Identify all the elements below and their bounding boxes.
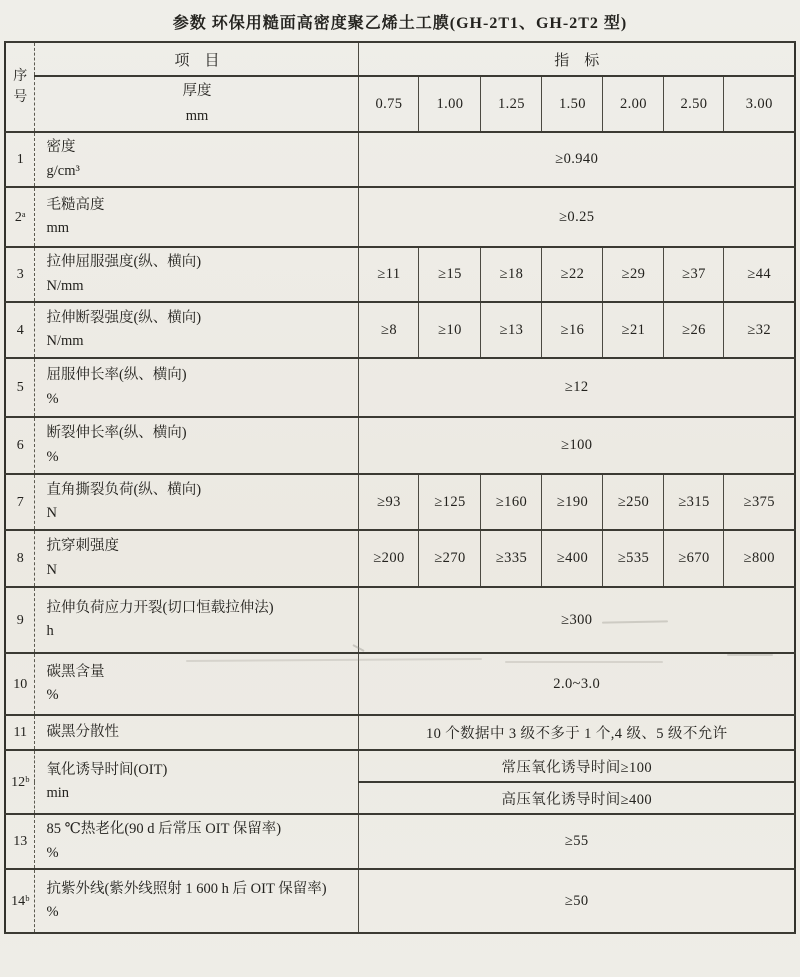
item-name: 抗穿刺强度 [46, 538, 119, 555]
table-row [5, 750, 795, 782]
value-cell: ≥15 [419, 247, 481, 302]
value-cell: ≥29 [603, 247, 664, 302]
value-cell: ≥16 [542, 302, 603, 358]
value-cell: ≥190 [542, 474, 603, 530]
item-name: 碳黑分散性 [46, 723, 119, 740]
item-name: 屈服伸长率(纵、横向) [46, 367, 187, 384]
value-span: ≥12 [359, 358, 795, 417]
table-row [5, 587, 795, 653]
item-cell [35, 132, 359, 187]
item-unit: % [46, 844, 59, 861]
value-cell: ≥10 [419, 302, 481, 358]
thickness-col: 2.00 [603, 76, 664, 132]
seq-cell: 5 [5, 358, 35, 417]
thickness-col: 2.50 [664, 76, 724, 132]
table-row [5, 653, 795, 715]
item-unit: N/mm [46, 333, 84, 349]
value-cell: ≥93 [359, 474, 419, 530]
seq-cell: 6 [5, 417, 35, 474]
item-cell [35, 302, 359, 358]
table-row [5, 814, 795, 869]
value-cell: ≥125 [419, 474, 481, 530]
item-unit: % [46, 904, 59, 920]
value-span: ≥50 [359, 869, 795, 933]
header-row-thickness [5, 76, 795, 132]
item-name: 毛糙高度 [46, 196, 105, 213]
value-cell: ≥800 [724, 530, 795, 587]
item-cell [35, 653, 359, 715]
item-unit: min [46, 785, 70, 801]
value-cell: ≥22 [542, 247, 603, 302]
seq-cell: 11 [5, 715, 35, 750]
value-cell: ≥160 [481, 474, 542, 530]
thickness-col: 1.50 [542, 76, 603, 132]
seq-cell: 2ᵃ [5, 187, 35, 247]
table-row [5, 474, 795, 530]
table-row [5, 132, 795, 187]
item-unit: h [46, 623, 54, 639]
seq-cell: 3 [5, 247, 35, 302]
value-span: ≥0.940 [359, 132, 795, 187]
page-title: 参数 环保用糙面高密度聚乙烯土工膜(GH-2T1、GH-2T2 型) [172, 15, 628, 32]
value-subrow: 常压氧化诱导时间≥100 [359, 750, 795, 782]
thickness-col: 0.75 [359, 76, 419, 132]
item-cell [35, 247, 359, 302]
seq-cell: 10 [5, 653, 35, 715]
thickness-col: 3.00 [724, 76, 795, 132]
header-seq: 序号 [5, 42, 35, 132]
table-row [5, 302, 795, 358]
value-cell: ≥250 [603, 474, 664, 530]
table-row [5, 358, 795, 417]
item-name: 氧化诱导时间(OIT) [46, 761, 168, 778]
seq-cell: 13 [5, 814, 35, 869]
item-unit: % [46, 390, 59, 407]
value-span: ≥300 [359, 587, 795, 653]
item-unit: mm [46, 220, 70, 236]
thickness-col: 1.25 [481, 76, 542, 132]
seq-cell: 14ᵇ [5, 869, 35, 933]
item-name: 拉伸负荷应力开裂(切口恒载拉伸法) [46, 599, 274, 616]
value-span: ≥0.25 [359, 187, 795, 247]
thickness-col: 1.00 [419, 76, 481, 132]
table-row [5, 869, 795, 933]
seq-cell: 1 [5, 132, 35, 187]
item-cell [35, 715, 359, 750]
item-name: 密度 [46, 139, 76, 156]
value-cell: ≥11 [359, 247, 419, 302]
header-index: 指 标 [359, 42, 795, 76]
item-unit: % [46, 687, 59, 703]
item-cell [35, 530, 359, 587]
value-cell: ≥315 [664, 474, 724, 530]
item-cell [35, 474, 359, 530]
table-row [5, 715, 795, 750]
value-cell: ≥8 [359, 302, 419, 358]
seq-cell: 9 [5, 587, 35, 653]
value-cell: ≥400 [542, 530, 603, 587]
value-span: ≥100 [359, 417, 795, 474]
value-cell: ≥37 [664, 247, 724, 302]
item-cell [35, 814, 359, 869]
value-cell: ≥13 [481, 302, 542, 358]
value-span: 2.0~3.0 [359, 653, 795, 715]
item-name: 抗紫外线(紫外线照射 1 600 h 后 OIT 保留率) [46, 880, 327, 897]
item-cell [35, 187, 359, 247]
item-cell [35, 587, 359, 653]
value-cell: ≥26 [664, 302, 724, 358]
value-subrow: 高压氧化诱导时间≥400 [359, 782, 795, 814]
item-name: 直角撕裂负荷(纵、横向) [46, 481, 202, 498]
item-cell [35, 417, 359, 474]
table-row [5, 530, 795, 587]
value-cell: ≥18 [481, 247, 542, 302]
thickness-label: 厚度 [182, 83, 212, 100]
table-row [5, 417, 795, 474]
item-unit: g/cm³ [46, 162, 80, 179]
header-row-top [5, 42, 795, 76]
value-cell: ≥200 [359, 530, 419, 587]
item-name: 拉伸断裂强度(纵、横向) [46, 309, 202, 326]
value-cell: ≥375 [724, 474, 795, 530]
value-cell: ≥335 [481, 530, 542, 587]
value-cell: ≥670 [664, 530, 724, 587]
thickness-unit: mm [185, 108, 209, 124]
spec-table [4, 41, 796, 934]
seq-cell: 8 [5, 530, 35, 587]
value-cell: ≥535 [603, 530, 664, 587]
item-name: 断裂伸长率(纵、横向) [46, 425, 187, 442]
value-cell: ≥44 [724, 247, 795, 302]
item-name: 85 ℃热老化(90 d 后常压 OIT 保留率) [46, 821, 282, 838]
item-unit: N/mm [46, 277, 84, 294]
item-unit: N [46, 505, 57, 521]
value-cell: ≥270 [419, 530, 481, 587]
seq-cell: 4 [5, 302, 35, 358]
value-span: ≥55 [359, 814, 795, 869]
item-cell [35, 358, 359, 417]
table-row [5, 187, 795, 247]
item-name: 拉伸屈服强度(纵、横向) [46, 254, 202, 271]
header-thickness [35, 76, 359, 132]
value-cell: ≥21 [603, 302, 664, 358]
table-row [5, 247, 795, 302]
value-cell: ≥32 [724, 302, 795, 358]
seq-cell: 7 [5, 474, 35, 530]
item-unit: N [46, 561, 57, 578]
item-cell [35, 750, 359, 814]
item-name: 碳黑含量 [46, 663, 105, 680]
seq-cell: 12ᵇ [5, 750, 35, 814]
item-cell [35, 869, 359, 933]
value-span: 10 个数据中 3 级不多于 1 个,4 级、5 级不允许 [359, 715, 795, 750]
item-unit: % [46, 448, 59, 465]
header-item: 项 目 [35, 42, 359, 76]
